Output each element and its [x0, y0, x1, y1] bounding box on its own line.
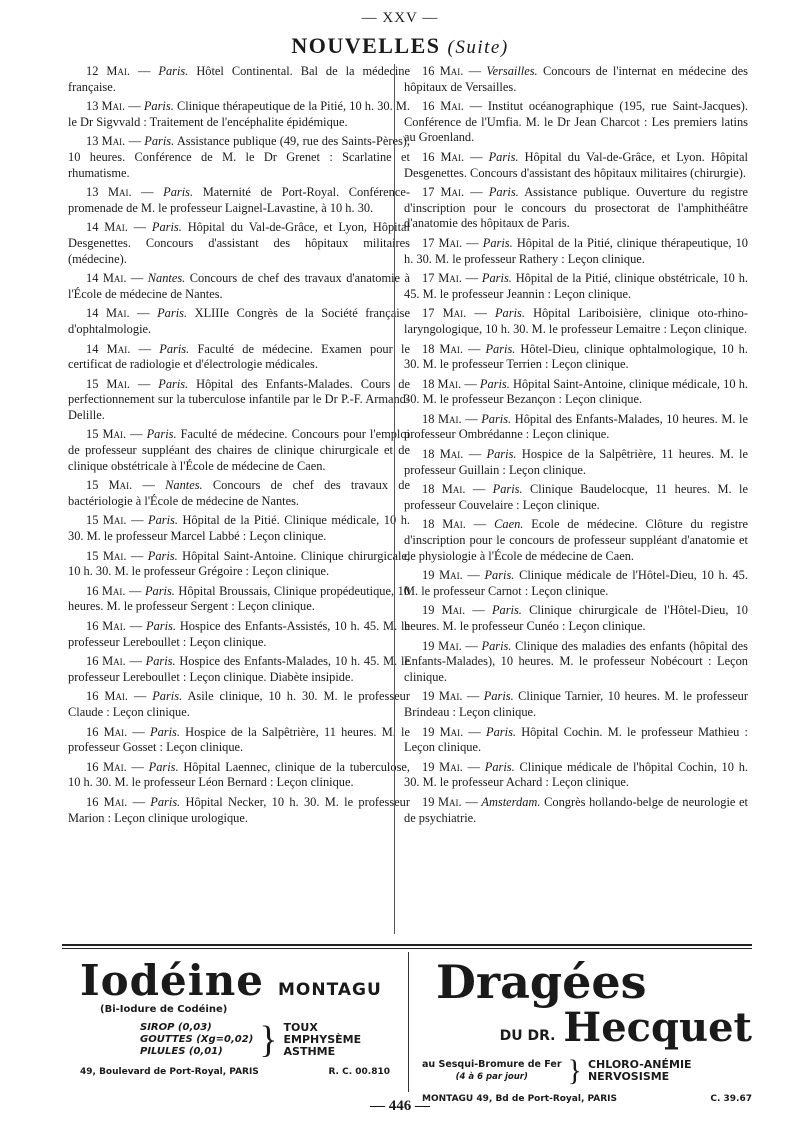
- entry-text: Hôpital Lariboisière, clinique oto-rhino-laryngologique, 10 h. 30. M. le professeur Lemaitre : Leçon clinique.: [404, 306, 748, 336]
- entry-text: Faculté de médecine. Concours pour l'emploi de professeur suppléant des chaires de clinique chirurgicale et de clinique obstétricale à l'École de médecine de Caen.: [68, 427, 410, 473]
- entry-city: Paris.: [157, 306, 188, 321]
- entry-date: 17 Mai.: [422, 185, 465, 200]
- ad-du-dr: DU DR.: [499, 1028, 556, 1044]
- entry-text: Maternité de Port-Royal. Conférence-promenade de M. le professeur Laignel-Lavastine, à 10 h. 30.: [68, 185, 411, 215]
- news-entry: 15 Mai. — Paris. Hôpital Saint-Antoine. Clinique chirurgicale, 10 h. 30. M. le professeur Grégoire : Leçon clinique.: [68, 548, 410, 579]
- entry-city: Paris.: [485, 341, 516, 356]
- entry-date: 16 Mai.: [86, 724, 128, 739]
- entry-text: Asile clinique, 10 h. 30. M. le professeur Claude : Leçon clinique.: [68, 689, 410, 719]
- entry-city: Paris.: [488, 149, 519, 164]
- news-entry: 16 Mai. — Paris. Asile clinique, 10 h. 30. M. le professeur Claude : Leçon clinique.: [68, 689, 410, 719]
- entry-city: Paris.: [147, 548, 178, 563]
- entry-city: Paris.: [494, 306, 525, 321]
- entry-date: 15 Mai.: [86, 376, 130, 391]
- entry-city: Paris.: [144, 583, 175, 598]
- ad-top-rule-thin: [62, 948, 752, 949]
- entry-city: Paris.: [481, 411, 512, 426]
- ad-doctor-line: [422, 1006, 752, 1050]
- news-entry: 15 Mai. — Paris. Hôpital de la Pitié. Clinique médicale, 10 h. 30. M. le professeur Marcel Labbé : Leçon clinique.: [68, 513, 410, 544]
- ad-subtitle: (Bi-Iodure de Codéine): [100, 1004, 228, 1015]
- news-entry: 16 Mai. — Paris. Hôpital du Val-de-Grâce, et Lyon. Hôpital Desgenettes. Concours d'assistant des hôpitaux militaires (chirurgie).: [404, 149, 748, 180]
- entry-text: Hôpital Saint-Antoine. Clinique chirurgicale, 10 h. 30. M. le professeur Grégoire : Leçon clinique.: [68, 548, 410, 579]
- entry-text: Hôpital de la Pitié, clinique thérapeutique, 10 h. 30. M. le professeur Rathery : Leçon clinique.: [404, 235, 748, 266]
- right-column: [404, 64, 748, 830]
- ad-top-rule: [62, 944, 752, 946]
- entry-city: Paris.: [481, 638, 512, 653]
- entry-text: Hôpital du Val-de-Grâce, et Lyon, Hôpital Desgenettes. Concours d'assistant des hôpitaux militaires (médecine).: [68, 220, 410, 266]
- entry-city: Versailles.: [486, 64, 538, 78]
- news-entry: 18 Mai. — Paris. Hôpital Saint-Antoine, clinique médicale, 10 h. 30. M. le professeur Bezançon : Leçon clinique.: [404, 376, 748, 407]
- news-entry: 19 Mai. — Paris. Clinique médicale de l'Hôtel-Dieu, 10 h. 45. M. le professeur Carnot : Leçon clinique.: [404, 568, 748, 598]
- page-number: — 446 —: [370, 1098, 430, 1114]
- ad-brand-montagu: MONTAGU: [277, 980, 382, 1000]
- entry-city: Nantes.: [165, 478, 203, 493]
- entry-city: Paris.: [144, 134, 175, 149]
- entry-date: 12 Mai.: [86, 64, 130, 78]
- entry-text: Hôpital du Val-de-Grâce, et Lyon. Hôpital Desgenettes. Concours d'assistant des hôpitaux militaires (chirurgie).: [404, 149, 748, 180]
- ad-form-item: SIROP (0,03): [140, 1022, 212, 1033]
- entry-date: 17 Mai.: [422, 235, 463, 250]
- entry-city: Paris.: [148, 759, 179, 774]
- ad-indication-item: ASTHME: [283, 1045, 336, 1058]
- news-entry: 16 Mai. — Paris. Hospice des Enfants-Malades, 10 h. 45. M. le professeur Lereboullet : Leçon clinique. Diabète insipide.: [68, 654, 410, 684]
- entry-city: Paris.: [483, 689, 514, 704]
- entry-city: Paris.: [486, 724, 516, 739]
- news-entry: 18 Mai. — Caen. Ecole de médecine. Clôture du registre d'inscription pour le concours de professeur suppléant d'anatomie et de physiologie à l'École de médecine de Caen.: [404, 517, 748, 563]
- entry-date: 15 Mai.: [86, 548, 127, 563]
- brace-glyph: }: [567, 1054, 582, 1087]
- ad-indication-item: EMPHYSÈME: [283, 1033, 362, 1046]
- entry-text: Hospice de la Salpêtrière, 11 heures. M. le professeur Guillain : Leçon clinique.: [404, 447, 748, 477]
- entry-city: Paris.: [484, 568, 515, 583]
- entry-text: Hôpital Saint-Antoine, clinique médicale, 10 h. 30. M. le professeur Bezançon : Leçon clinique.: [404, 376, 748, 407]
- news-entry: 19 Mai. — Amsterdam. Congrès hollando-belge de neurologie et de psychiatrie.: [404, 794, 748, 825]
- entry-date: 19 Mai.: [422, 759, 463, 774]
- entry-city: Paris.: [152, 689, 183, 704]
- entry-text: Clinique médicale de l'Hôtel-Dieu, 10 h. 45. M. le professeur Carnot : Leçon clinique.: [404, 568, 748, 598]
- entry-date: 19 Mai.: [422, 724, 464, 739]
- entry-date: 19 Mai.: [422, 603, 466, 618]
- entry-city: Paris.: [158, 64, 189, 78]
- entry-text: Clinique médicale de l'hôpital Cochin, 10 h. 30. M. le professeur Achard : Leçon clinique.: [404, 759, 748, 790]
- entry-date: 14 Mai.: [86, 220, 128, 235]
- ad-forms-block: [140, 1021, 390, 1059]
- entry-text: Hôpital Cochin. M. le professeur Mathieu : Leçon clinique.: [404, 724, 748, 755]
- entry-text: Hôpital Broussais, Clinique propédeutique, 10 heures. M. le professeur Sergent : Leçon clinique.: [68, 583, 410, 614]
- entry-text: Concours de l'internat en médecine des hôpitaux de Versailles.: [404, 64, 748, 94]
- entry-text: Hôpital de la Pitié. Clinique médicale, 10 h. 30. M. le professeur Marcel Labbé : Leçon clinique.: [68, 513, 410, 544]
- news-entry: 19 Mai. — Paris. Hôpital Cochin. M. le professeur Mathieu : Leçon clinique.: [404, 724, 748, 755]
- entry-city: Paris.: [486, 447, 517, 462]
- news-entry: 14 Mai. — Nantes. Concours de chef des travaux d'anatomie à l'École de médecine de Nantes.: [68, 271, 410, 301]
- entry-text: Assistance publique. Ouverture du registre d'inscription pour le concours du prosectorat de l'amphithéâtre d'anatomie des hôpitaux de Paris.: [404, 185, 748, 231]
- news-entry: 18 Mai. — Paris. Clinique Baudelocque, 11 heures. M. le professeur Couvelaire : Leçon clinique.: [404, 482, 748, 512]
- entry-date: 16 Mai.: [422, 99, 464, 114]
- entry-city: Paris.: [158, 376, 189, 391]
- ad-registration: C. 39.67: [710, 1094, 752, 1104]
- entry-city: Paris.: [159, 341, 190, 356]
- brace-glyph: }: [259, 1019, 278, 1061]
- entry-date: 13 Mai.: [86, 185, 132, 200]
- ad-footer: [80, 1067, 390, 1077]
- entry-date: 18 Mai.: [422, 376, 462, 391]
- entry-date: 16 Mai.: [86, 794, 128, 809]
- entry-date: 18 Mai.: [422, 341, 464, 356]
- entry-date: 17 Mai.: [422, 306, 467, 321]
- entry-city: Paris.: [481, 271, 512, 286]
- entry-date: 16 Mai.: [86, 689, 128, 704]
- entry-date: 15 Mai.: [86, 427, 127, 442]
- ad-divider: [408, 952, 409, 1092]
- entry-city: Amsterdam.: [481, 794, 541, 809]
- news-entry: 16 Mai. — Paris. Hôpital Laennec, clinique de la tuberculose, 10 h. 30. M. le professeur Léon Bernard : Leçon clinique.: [68, 759, 410, 790]
- left-column: [68, 64, 410, 830]
- entry-date: 19 Mai.: [422, 689, 463, 704]
- entry-date: 14 Mai.: [86, 271, 127, 286]
- entry-date: 16 Mai.: [86, 619, 126, 633]
- entry-date: 18 Mai.: [422, 447, 464, 462]
- ad-indication-item: TOUX: [283, 1021, 318, 1034]
- news-entry: 14 Mai. — Paris. Faculté de médecine. Examen pour le certificat de radiologie et d'électrologie médicales.: [68, 341, 410, 372]
- entry-text: Congrès hollando-belge de neurologie et de psychiatrie.: [404, 794, 748, 825]
- news-entry: 16 Mai. — Versailles. Concours de l'internat en médecine des hôpitaux de Versailles.: [404, 64, 748, 94]
- entry-text: Clinique Baudelocque, 11 heures. M. le professeur Couvelaire : Leçon clinique.: [404, 482, 748, 512]
- entry-date: 18 Mai.: [422, 411, 462, 426]
- entry-text: Clinique thérapeutique de la Pitié, 10 h. 30. M. le Dr Sigvvald : Traitement de l'encéphalite épidémique.: [68, 99, 410, 129]
- entry-date: 17 Mai.: [422, 271, 462, 286]
- advertisement-dragees: [422, 955, 752, 1104]
- entry-text: Hôpital de la Pitié, clinique obstétricale, 10 h. 45. M. le professeur Jeannin : Leçon clinique.: [404, 271, 748, 301]
- ad-dose: (4 à 6 par jour): [455, 1072, 528, 1082]
- ad-composition-text: au Sesqui-Bromure de Fer: [422, 1059, 562, 1070]
- entry-city: Paris.: [482, 235, 513, 250]
- entry-city: Paris.: [150, 794, 181, 809]
- news-entry: 16 Mai. — Paris. Hôpital Necker, 10 h. 30. M. le professeur Marion : Leçon clinique urologique.: [68, 794, 410, 825]
- news-entry: 16 Mai. — Paris. Hospice des Enfants-Assistés, 10 h. 45. M. le professeur Lereboullet : Leçon clinique.: [68, 619, 410, 649]
- column-divider: [394, 64, 395, 934]
- ad-forms-block: [422, 1056, 752, 1086]
- entry-text: Institut océanographique (195, rue Saint-Jacques). Conférence de l'Umfia. M. le Dr Jean Charcot : Les premiers latins au Groenland.: [404, 99, 748, 145]
- entry-date: 15 Mai.: [86, 478, 133, 493]
- entry-text: Ecole de médecine. Clôture du registre d'inscription pour le concours de professeur suppléant d'anatomie et de physiologie à l'École de médecine de Caen.: [404, 517, 748, 563]
- entry-date: 13 Mai.: [86, 99, 126, 114]
- news-entry: 19 Mai. — Paris. Clinique médicale de l'hôpital Cochin, 10 h. 30. M. le professeur Achard : Leçon clinique.: [404, 759, 748, 790]
- entry-city: Paris.: [484, 759, 515, 774]
- entry-text: Clinique Tarnier, 10 heures. M. le professeur Brindeau : Leçon clinique.: [404, 689, 748, 719]
- entry-date: 19 Mai.: [422, 794, 462, 809]
- entry-city: Paris.: [146, 427, 177, 442]
- entry-date: 16 Mai.: [86, 583, 126, 598]
- ad-registration: R. C. 00.810: [328, 1067, 390, 1077]
- entry-date: 13 Mai.: [86, 134, 126, 149]
- news-entry: 17 Mai. — Paris. Hôpital de la Pitié, clinique obstétricale, 10 h. 45. M. le professeur Jeannin : Leçon clinique.: [404, 271, 748, 301]
- news-entry: 18 Mai. — Paris. Hôpital des Enfants-Malades, 10 heures. M. le professeur Ombrédanne : Leçon clinique.: [404, 411, 748, 442]
- entry-city: Paris.: [151, 220, 182, 235]
- ad-indication-item: NERVOSISME: [587, 1070, 670, 1083]
- entry-city: Paris.: [491, 603, 522, 618]
- ad-form-item: PILULES (0,01): [140, 1046, 223, 1057]
- advertisement-iodeine: [80, 958, 390, 1077]
- entry-text: Hospice des Enfants-Malades, 10 h. 45. M. le professeur Lereboullet : Leçon clinique. Diabète insipide.: [68, 654, 410, 684]
- entry-city: Paris.: [163, 185, 194, 200]
- news-entry: 13 Mai. — Paris. Assistance publique (49, rue des Saints-Pères), 10 heures. Conférence de M. le Dr Grenet : Scarlatine et rhumatisme.: [68, 134, 410, 180]
- news-entry: 18 Mai. — Paris. Hospice de la Salpêtrière, 11 heures. M. le professeur Guillain : Leçon clinique.: [404, 447, 748, 477]
- news-entry: 17 Mai. — Paris. Hôpital Lariboisière, clinique oto-rhino-laryngologique, 10 h. 30. M. le professeur Lemaitre : Leçon clinique.: [404, 306, 748, 336]
- entry-city: Caen.: [494, 517, 524, 532]
- entry-text: Hospice de la Salpêtrière, 11 heures. M. le professeur Gosset : Leçon clinique.: [68, 724, 410, 755]
- news-entry: 15 Mai. — Paris. Faculté de médecine. Concours pour l'emploi de professeur suppléant des chaires de clinique chirurgicale et de clinique obstétricale à l'École de médecine de Caen.: [68, 427, 410, 473]
- news-entry: 14 Mai. — Paris. XLIIIe Congrès de la Société française d'ophtalmologie.: [68, 306, 410, 336]
- news-entry: 16 Mai. — Institut océanographique (195, rue Saint-Jacques). Conférence de l'Umfia. M. le Dr Jean Charcot : Les premiers latins au Groenland.: [404, 99, 748, 145]
- entry-date: 14 Mai.: [86, 341, 131, 356]
- entry-text: Hôtel-Dieu, clinique ophtalmologique, 10 h. 30. M. le professeur Terrien : Leçon clinique.: [404, 341, 748, 372]
- entry-date: 16 Mai.: [86, 759, 127, 774]
- ad-brand-iodeine: Iodéine: [80, 956, 264, 1005]
- section-title-suffix: (Suite): [447, 37, 509, 58]
- entry-text: Hospice des Enfants-Assistés, 10 h. 45. M. le professeur Lereboullet : Leçon clinique.: [68, 619, 410, 649]
- news-entry: 17 Mai. — Paris. Assistance publique. Ouverture du registre d'inscription pour le concours du prosectorat de l'amphithéâtre d'anatomie des hôpitaux de Paris.: [404, 185, 748, 231]
- entry-text: Faculté de médecine. Examen pour le certificat de radiologie et d'électrologie médicales.: [68, 341, 410, 372]
- entry-date: 16 Mai.: [422, 149, 465, 164]
- entry-city: Nantes.: [147, 271, 186, 286]
- entry-text: Hôpital des Enfants-Malades, 10 heures. M. le professeur Ombrédanne : Leçon clinique.: [404, 411, 748, 442]
- news-entry: 13 Mai. — Paris. Clinique thérapeutique de la Pitié, 10 h. 30. M. le Dr Sigvvald : Traitement de l'encéphalite épidémique.: [68, 99, 410, 129]
- ad-form-item: GOUTTES (Xg=0,02): [140, 1034, 254, 1045]
- entry-text: Hôpital des Enfants-Malades. Cours de perfectionnement sur la tuberculose infantile par le Dr P.-F. Armand-Delille.: [68, 376, 410, 422]
- news-entry: 19 Mai. — Paris. Clinique des maladies des enfants (hôpital des Enfants-Malades), 10 heures. M. le professeur Nobécourt : Leçon clinique.: [404, 638, 748, 684]
- news-entry: 16 Mai. — Paris. Hospice de la Salpêtrière, 11 heures. M. le professeur Gosset : Leçon clinique.: [68, 724, 410, 755]
- news-entry: 19 Mai. — Paris. Clinique Tarnier, 10 heures. M. le professeur Brindeau : Leçon clinique.: [404, 689, 748, 719]
- ad-address: MONTAGU 49, Bd de Port-Royal, PARIS: [422, 1094, 618, 1104]
- news-entry: 19 Mai. — Paris. Clinique chirurgicale de l'Hôtel-Dieu, 10 heures. M. le professeur Cunéo : Leçon clinique.: [404, 603, 748, 633]
- entry-city: Paris.: [146, 619, 176, 633]
- ad-indications-list: [284, 1022, 362, 1058]
- entry-text: XLIIIe Congrès de la Société française d'ophtalmologie.: [68, 306, 410, 336]
- news-entry: 13 Mai. — Paris. Maternité de Port-Royal. Conférence-promenade de M. le professeur Laignel-Lavastine, à 10 h. 30.: [68, 185, 411, 215]
- page-roman-numeral: — XXV —: [361, 10, 439, 26]
- entry-date: 18 Mai.: [422, 482, 466, 497]
- entry-city: Paris.: [492, 482, 523, 497]
- ad-forms-list: [140, 1022, 253, 1058]
- section-title: [0, 33, 800, 59]
- news-entry: 14 Mai. — Paris. Hôpital du Val-de-Grâce, et Lyon, Hôpital Desgenettes. Concours d'assistant des hôpitaux militaires (médecine).: [68, 220, 410, 266]
- entry-city: Paris.: [488, 185, 519, 200]
- entry-text: Hôpital Laennec, clinique de la tuberculose, 10 h. 30. M. le professeur Léon Bernard : Leçon clinique.: [68, 759, 410, 790]
- entry-text: Assistance publique (49, rue des Saints-Pères), 10 heures. Conférence de M. le Dr Grenet : Scarlatine et rhumatisme.: [68, 134, 410, 180]
- ad-brand-dragees: Dragées: [436, 955, 647, 1009]
- ad-address: 49, Boulevard de Port-Royal, PARIS: [80, 1067, 259, 1077]
- entry-city: Paris.: [479, 376, 510, 391]
- ad-indications-list: [588, 1059, 692, 1083]
- ad-indication-item: CHLORO-ANÉMIE: [587, 1058, 692, 1071]
- entry-date: 19 Mai.: [422, 568, 463, 583]
- entry-date: 14 Mai.: [86, 306, 130, 321]
- entry-date: 15 Mai.: [86, 513, 127, 528]
- entry-date: 16 Mai.: [422, 64, 464, 78]
- entry-city: Paris.: [143, 99, 174, 114]
- news-entry: 15 Mai. — Nantes. Concours de chef des travaux de bactériologie à l'École de médecine de Nantes.: [68, 478, 410, 508]
- entry-text: Clinique chirurgicale de l'Hôtel-Dieu, 10 heures. M. le professeur Cunéo : Leçon clinique.: [404, 603, 748, 633]
- news-entry: 15 Mai. — Paris. Hôpital des Enfants-Malades. Cours de perfectionnement sur la tuberculose infantile par le Dr P.-F. Armand-Delille.: [68, 376, 410, 422]
- entry-city: Paris.: [150, 724, 180, 739]
- ad-composition: [422, 1059, 562, 1083]
- entry-text: Hôtel Continental. Bal de la médecine française.: [68, 64, 411, 94]
- entry-text: Hôpital Necker, 10 h. 30. M. le professeur Marion : Leçon clinique urologique.: [68, 794, 410, 825]
- news-entry: 17 Mai. — Paris. Hôpital de la Pitié, clinique thérapeutique, 10 h. 30. M. le professeur Rathery : Leçon clinique.: [404, 235, 748, 266]
- entry-date: 19 Mai.: [422, 638, 462, 653]
- entry-text: Clinique des maladies des enfants (hôpital des Enfants-Malades), 10 heures. M. le professeur Nobécourt : Leçon clinique.: [404, 638, 748, 684]
- entry-city: Paris.: [148, 513, 178, 528]
- entry-text: Concours de chef des travaux d'anatomie à l'École de médecine de Nantes.: [68, 271, 410, 301]
- entry-city: Paris.: [145, 654, 176, 669]
- entry-text: Concours de chef des travaux de bactériologie à l'École de médecine de Nantes.: [68, 478, 410, 508]
- entry-date: 16 Mai.: [86, 654, 126, 669]
- news-entry: 12 Mai. — Paris. Hôtel Continental. Bal de la médecine française.: [68, 64, 411, 94]
- news-entry: 18 Mai. — Paris. Hôtel-Dieu, clinique ophtalmologique, 10 h. 30. M. le professeur Terrien : Leçon clinique.: [404, 341, 748, 372]
- entry-date: 18 Mai.: [422, 517, 466, 532]
- ad-brand-hecquet: Hecquet: [563, 1004, 752, 1051]
- news-entry: 16 Mai. — Paris. Hôpital Broussais, Clinique propédeutique, 10 heures. M. le professeur Sergent : Leçon clinique.: [68, 583, 410, 614]
- section-title-main: NOUVELLES: [291, 33, 441, 58]
